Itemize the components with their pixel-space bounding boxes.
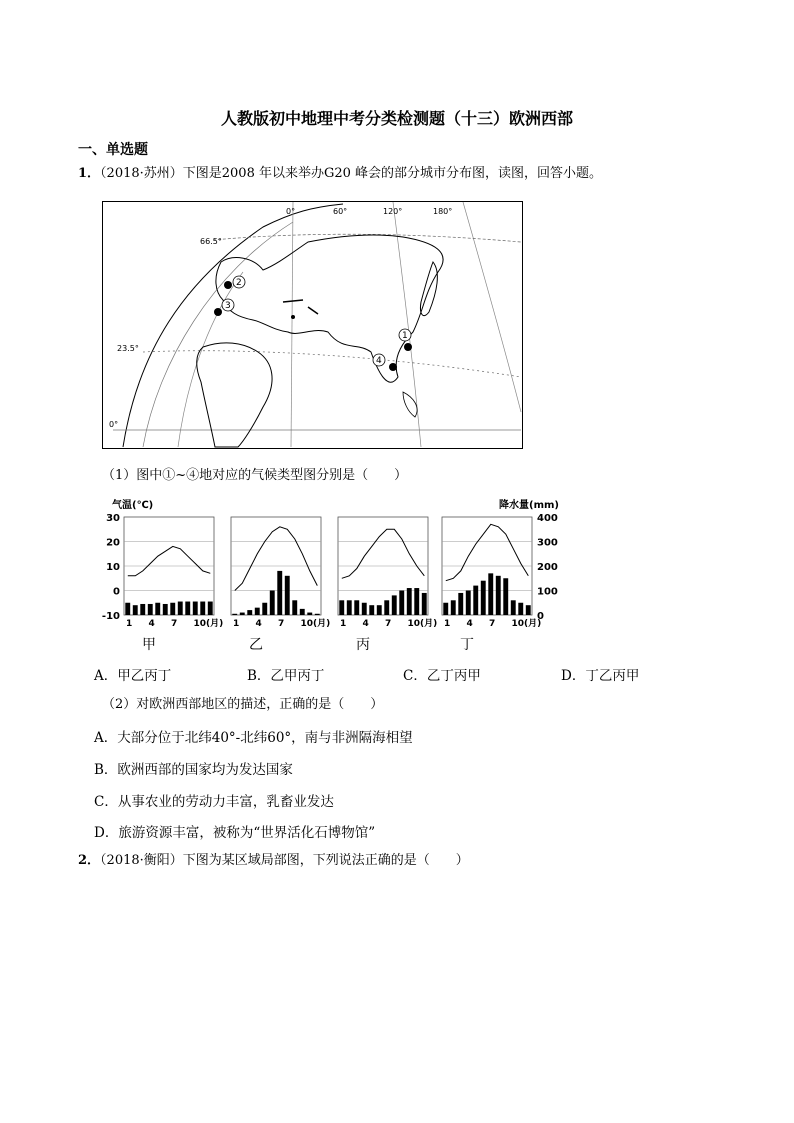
- question-2-source: （2018·衡阳）: [100, 853, 183, 868]
- temperature-line: [235, 527, 317, 591]
- city-marker-1: [404, 343, 412, 351]
- precip-bar: [300, 609, 305, 615]
- question-2-text: 下图为某区域局部图，下列说法正确的是（ ）: [182, 853, 469, 868]
- question-1-stem: [78, 165, 602, 183]
- precip-bar: [503, 578, 508, 615]
- climate-charts-svg: [101, 497, 559, 657]
- precip-tick-label: 200: [537, 562, 558, 573]
- precip-bar: [240, 613, 245, 615]
- month-tick-label: 1: [233, 619, 240, 629]
- precip-bar: [496, 576, 501, 615]
- precip-bar: [133, 605, 138, 615]
- question-1-number: 1．: [78, 166, 101, 181]
- month-tick-label: 1: [444, 619, 451, 629]
- precip-bar: [185, 602, 190, 615]
- question-2-stem: [78, 852, 469, 870]
- precip-bar: [193, 602, 198, 615]
- climate-panel-name: 丁: [460, 637, 474, 653]
- month-tick-label: 10(月): [511, 619, 542, 629]
- temp-tick-label: 20: [106, 537, 120, 549]
- precip-bar: [200, 602, 205, 615]
- precip-tick-label: 300: [537, 537, 558, 549]
- precip-bar: [285, 576, 290, 615]
- precip-bar: [392, 595, 397, 615]
- precip-bar: [354, 600, 359, 615]
- precip-bar: [443, 603, 448, 615]
- month-tick-label: 10(月): [300, 619, 331, 629]
- city-marker-3: [214, 308, 222, 316]
- question-1-source: （2018·苏州）: [100, 166, 183, 181]
- temperature-line: [128, 546, 211, 575]
- lat-label-66: 66.5°: [200, 237, 222, 246]
- subquestion-2-text: （2）对欧洲西部地区的描述，正确的是（ ）: [102, 697, 384, 712]
- month-tick-label: 4: [148, 619, 155, 629]
- option-2b[interactable]: B．欧洲西部的国家均为发达国家: [94, 762, 293, 778]
- month-tick-label: 7: [385, 619, 392, 629]
- precip-bar: [170, 603, 175, 615]
- precip-bar: [488, 573, 493, 615]
- label-4: 4: [376, 356, 382, 366]
- temperature-line: [342, 529, 425, 578]
- precip-bar: [270, 591, 275, 616]
- temp-tick-label: 10: [106, 562, 120, 573]
- precip-bar: [422, 593, 427, 615]
- precip-bar: [384, 600, 389, 615]
- precip-bar: [369, 605, 374, 615]
- lat-label-0: 0°: [109, 420, 119, 429]
- precip-bar: [247, 610, 252, 615]
- precip-bar: [399, 591, 404, 616]
- precip-bar: [307, 613, 312, 615]
- precip-bar: [414, 588, 419, 615]
- precip-bar: [292, 600, 297, 615]
- precip-bar: [451, 600, 456, 615]
- precip-bar: [481, 581, 486, 615]
- precip-bar: [511, 600, 516, 615]
- precip-bar: [232, 614, 237, 615]
- option-c[interactable]: C．乙丁丙甲: [403, 668, 481, 684]
- page-title: 人教版初中地理中考分类检测题（十三）欧洲西部: [220, 109, 573, 128]
- climate-charts: [101, 497, 559, 657]
- question-2-number: 2．: [78, 853, 101, 868]
- temperature-axis-label: 气温(℃): [112, 500, 154, 511]
- lon-label-0: 0°: [286, 207, 296, 216]
- option-a[interactable]: A．甲乙丙丁: [94, 668, 172, 684]
- temp-tick-label: 30: [106, 513, 120, 524]
- climate-panel-name: 乙: [249, 637, 263, 653]
- climate-panel-name: 甲: [142, 637, 156, 653]
- precip-tick-label: 100: [537, 586, 558, 598]
- option-b[interactable]: B．乙甲丙丁: [247, 668, 325, 684]
- g20-city-map: [102, 201, 523, 449]
- month-tick-label: 7: [278, 619, 285, 629]
- precip-bar: [518, 603, 523, 615]
- temp-tick-label: -10: [101, 611, 120, 622]
- section-heading: 一、单选题: [78, 142, 148, 158]
- precip-bar: [458, 593, 463, 615]
- option-d[interactable]: D．丁乙丙甲: [561, 668, 640, 684]
- precip-bar: [155, 603, 160, 615]
- lat-label-23: 23.5°: [117, 344, 139, 353]
- precip-bar: [148, 604, 153, 615]
- month-tick-label: 1: [340, 619, 347, 629]
- label-2: 2: [236, 278, 242, 288]
- month-tick-label: 4: [362, 619, 369, 629]
- climate-panel-name: 丙: [356, 637, 370, 653]
- precip-bar: [377, 605, 382, 615]
- precip-bar: [140, 604, 145, 615]
- month-tick-label: 4: [255, 619, 262, 629]
- precip-bar: [347, 600, 352, 615]
- label-1: 1: [402, 331, 408, 341]
- map-svg: [103, 202, 521, 447]
- precipitation-axis-label: 降水量(mm): [499, 500, 559, 511]
- precip-bar: [125, 603, 130, 615]
- precip-bar: [315, 614, 320, 615]
- precip-bar: [277, 571, 282, 615]
- lon-label-120: 120°: [383, 207, 403, 216]
- month-tick-label: 10(月): [407, 619, 438, 629]
- precip-tick-label: 0: [537, 611, 544, 622]
- precip-bar: [473, 586, 478, 615]
- precip-bar: [362, 603, 367, 615]
- month-tick-label: 4: [466, 619, 473, 629]
- precip-bar: [255, 608, 260, 615]
- lon-label-180: 180°: [433, 207, 453, 216]
- month-tick-label: 10(月): [193, 619, 224, 629]
- precip-tick-label: 400: [537, 513, 558, 524]
- precip-bar: [466, 591, 471, 616]
- question-1-text: 下图是2008 年以来举办G20 峰会的部分城市分布图，读图，回答小题。: [182, 166, 603, 181]
- precip-bar: [526, 605, 531, 615]
- label-3: 3: [225, 301, 231, 311]
- city-marker-2: [224, 281, 232, 289]
- precip-bar: [178, 602, 183, 615]
- precip-bar: [163, 604, 168, 615]
- lon-label-60: 60°: [333, 207, 348, 216]
- precip-bar: [407, 588, 412, 615]
- option-2a[interactable]: A．大部分位于北纬40°-北纬60°，南与非洲隔海相望: [94, 730, 413, 746]
- precip-bar: [208, 602, 213, 615]
- subquestion-1-text: （1）图中①~④地对应的气候类型图分别是（ ）: [102, 468, 408, 483]
- option-2c[interactable]: C．从事农业的劳动力丰富，乳畜业发达: [94, 794, 334, 810]
- month-tick-label: 7: [171, 619, 178, 629]
- month-tick-label: 7: [489, 619, 496, 629]
- precip-bar: [339, 600, 344, 615]
- city-marker-4: [389, 363, 397, 371]
- option-2d[interactable]: D．旅游资源丰富，被称为“世界活化石博物馆”: [94, 825, 376, 841]
- temp-tick-label: 0: [113, 586, 120, 598]
- temperature-line: [446, 524, 529, 580]
- precip-bar: [262, 603, 267, 615]
- month-tick-label: 1: [126, 619, 133, 629]
